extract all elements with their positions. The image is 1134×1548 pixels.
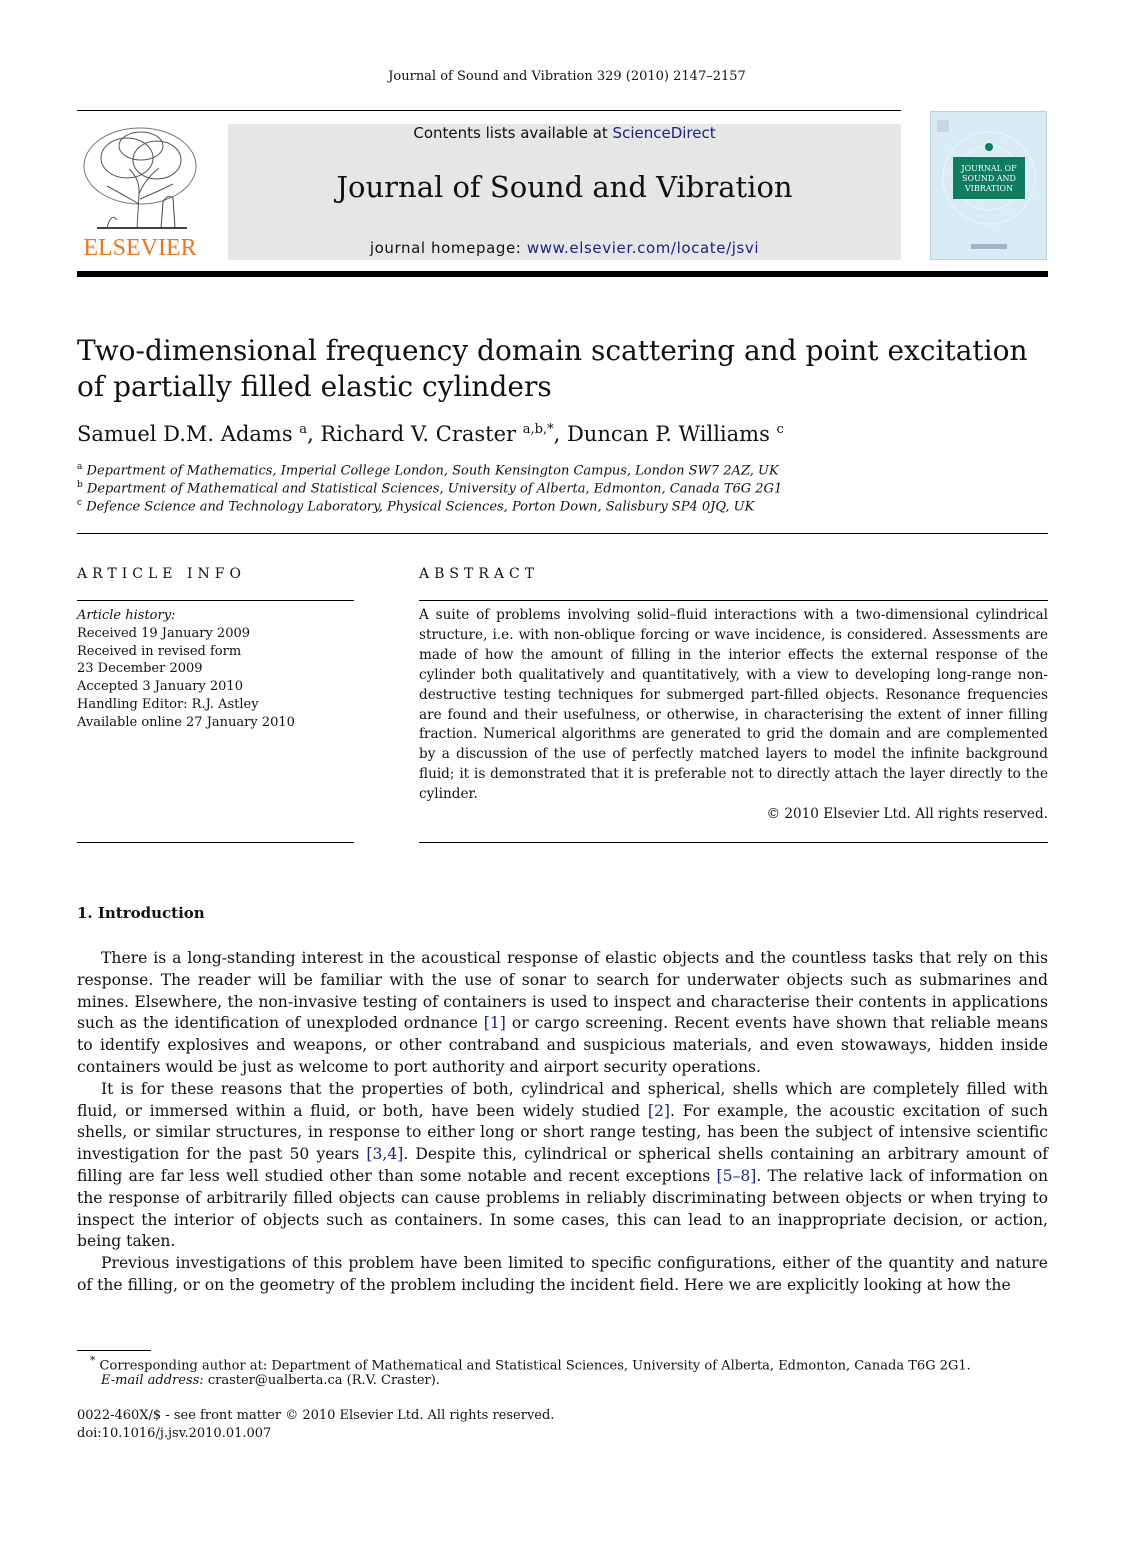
journal-banner (228, 124, 901, 260)
text-run: . Despite this, cylindrical or spherical shells containing an arbitrary amount of filling are far less well studied other than some notable and recent exceptions (77, 1145, 1048, 1185)
footnote-corresponding (90, 1354, 971, 1373)
header-top-rule (77, 110, 901, 111)
cover-line: SOUND AND (962, 174, 1016, 183)
article-title (77, 333, 1037, 405)
affiliation (77, 480, 782, 496)
title-line: of partially filled elastic cylinders (77, 370, 552, 403)
header-thick-rule (77, 271, 1048, 277)
affiliation-text: Department of Mathematical and Statistical Sciences, University of Alberta, Edmonton, Canada T6G 2G1 (86, 481, 783, 497)
divider (419, 600, 1048, 601)
history-label: Article history: (77, 608, 176, 623)
tree-icon (77, 124, 203, 234)
history-line: 23 December 2009 (77, 661, 203, 677)
footnote-email (101, 1373, 440, 1388)
text-run: . The relative lack of information on the response of arbitrarily filled objects can cause problems in reliably discriminating between objects or when trying to inspect the interior of objects such as containers. In some cases, this can lead to an inappropriate decision, or action, being taken. (77, 1166, 1048, 1251)
cover-line: JOURNAL OF (961, 164, 1017, 173)
article-info-heading: ARTICLE INFO (77, 566, 246, 582)
paragraph (77, 948, 1048, 1079)
footnote-text: Corresponding author at: Department of Mathematical and Statistical Sciences, University of Alberta, Edmonton, Canada T6G 2G1. (95, 1358, 971, 1374)
abstract-copyright: © 2010 Elsevier Ltd. All rights reserved. (766, 806, 1048, 822)
text-run: or cargo screening. Recent events have shown that reliable means to identify explosives and weapons, or other contraband and suspicious materials, and even stowaways, hidden inside containers would be just as welcome to port authority and airport security operations. (77, 1014, 1048, 1076)
affiliation-mark: b (77, 480, 83, 490)
divider (77, 600, 354, 601)
contents-line (228, 124, 901, 142)
author-list: Samuel D.M. Adams $^a$, Richard V. Craster $^{a,b,*}$, Duncan P. Williams $^c$ (77, 422, 784, 446)
section-heading: 1. Introduction (77, 904, 205, 922)
title-line: Two-dimensional frequency domain scattering and point excitation (77, 334, 1028, 367)
doi-line[interactable]: doi:10.1016/j.jsv.2010.01.007 (77, 1426, 272, 1441)
abstract-text: A suite of problems involving solid–fluid interactions with a two-dimensional cylindrical structure, i.e. with non-oblique forcing or wave incidence, is considered. Assessments are made of how the amount of filling in the interior effects the external response of the cylinder both qualitatively and quantitatively, with a view to developing long-range non-destructive testing techniques for submerged part-filled objects. Resonance frequencies are found and their usefulness, or otherwise, in characterising the extent of inner filling fraction. Numerical algorithms are generated to grid the domain and are complemented by a discussion of the use of perfectly matched layers to model the infinite background fluid; it is demonstrated that it is preferable not to directly attach the layer directly to the cylinder. (419, 607, 1048, 803)
article-history (77, 607, 354, 732)
running-head: Journal of Sound and Vibration 329 (2010) 2147–2157 (388, 69, 746, 84)
homepage-link[interactable]: www.elsevier.com/locate/jsvi (526, 239, 760, 257)
author-name[interactable]: Duncan P. Williams (566, 422, 770, 446)
cover-title-box (953, 157, 1025, 199)
journal-title: Journal of Sound and Vibration (336, 170, 793, 204)
homepage-prefix: journal homepage: (369, 239, 527, 257)
author-name[interactable]: Richard V. Craster (320, 422, 517, 446)
citation-link[interactable]: [1] (483, 1014, 506, 1033)
body-text (77, 948, 1048, 1297)
affiliation-text: Defence Science and Technology Laboratory, Physical Sciences, Porton Down, Salisbury SP4 0JQ, UK (86, 499, 755, 515)
footnote-rule (77, 1350, 151, 1351)
email-address[interactable]: craster@ualberta.ca (R.V. Craster). (203, 1373, 440, 1388)
paragraph: Previous investigations of this problem have been limited to specific configurations, either of the quantity and nature of the filling, or on the geometry of the problem including the incident field. Here we are explicitly looking at how the (77, 1254, 1048, 1294)
affiliation-text: Department of Mathematics, Imperial College London, South Kensington Campus, London SW7 2AZ, UK (86, 463, 779, 479)
abstract-heading: ABSTRACT (419, 566, 540, 582)
author-name[interactable]: Samuel D.M. Adams (77, 422, 293, 446)
footnote-mark: * (90, 1354, 96, 1367)
citation-link[interactable]: [3,4] (366, 1145, 404, 1164)
elsevier-logo (77, 124, 203, 262)
elsevier-wordmark: ELSEVIER (83, 235, 197, 261)
divider (77, 842, 354, 843)
history-line: Received 19 January 2009 (77, 625, 251, 641)
history-line: Handling Editor: R.J. Astley (77, 696, 259, 712)
homepage-line (228, 239, 901, 257)
citation-link[interactable]: [5–8] (716, 1166, 757, 1185)
affiliation-mark: c (77, 498, 83, 508)
contents-prefix: Contents lists available at (413, 124, 613, 142)
author-affil-mark: c (776, 422, 784, 437)
cover-line: VIBRATION (964, 184, 1014, 193)
divider (419, 842, 1048, 843)
author-affil-mark: a,b,* (522, 422, 554, 437)
text-run: There is a long-standing interest in the acoustical response of elastic objects and the countless tasks that rely on this response. The reader will be familiar with the use of sonar to search for underwater objects such as submarines and mines. Elsewhere, the non-invasive testing of containers is used to inspect and characterise their contents in applications such as the identification of unexploded ordnance (77, 949, 1048, 1033)
citation-link[interactable]: [2] (647, 1101, 670, 1120)
author-affil-mark: a (299, 422, 308, 437)
divider (77, 533, 1048, 534)
sciencedirect-link[interactable]: ScienceDirect (612, 124, 716, 142)
affiliation (77, 462, 779, 478)
history-line: Accepted 3 January 2010 (77, 679, 243, 695)
text-run: . For example, the acoustic excitation of such shells, or similar structures, in response to either long or short range testing, has been the subject of intensive scientific investigation for the past 50 years (77, 1101, 1048, 1164)
email-label: E-mail address: (101, 1373, 204, 1388)
issn-line: 0022-460X/$ - see front matter © 2010 Elsevier Ltd. All rights reserved. (77, 1408, 555, 1423)
history-line: Received in revised form (77, 643, 242, 659)
text-run: It is for these reasons that the properties of both, cylindrical and spherical, shells which are completely filled with fluid, or immersed within a fluid, or both, have been widely studied (77, 1079, 1048, 1120)
affiliation (77, 498, 754, 514)
paragraph (77, 1079, 1048, 1253)
history-line: Available online 27 January 2010 (77, 714, 295, 730)
affiliation-mark: a (77, 462, 83, 472)
journal-cover-thumbnail (930, 111, 1047, 260)
